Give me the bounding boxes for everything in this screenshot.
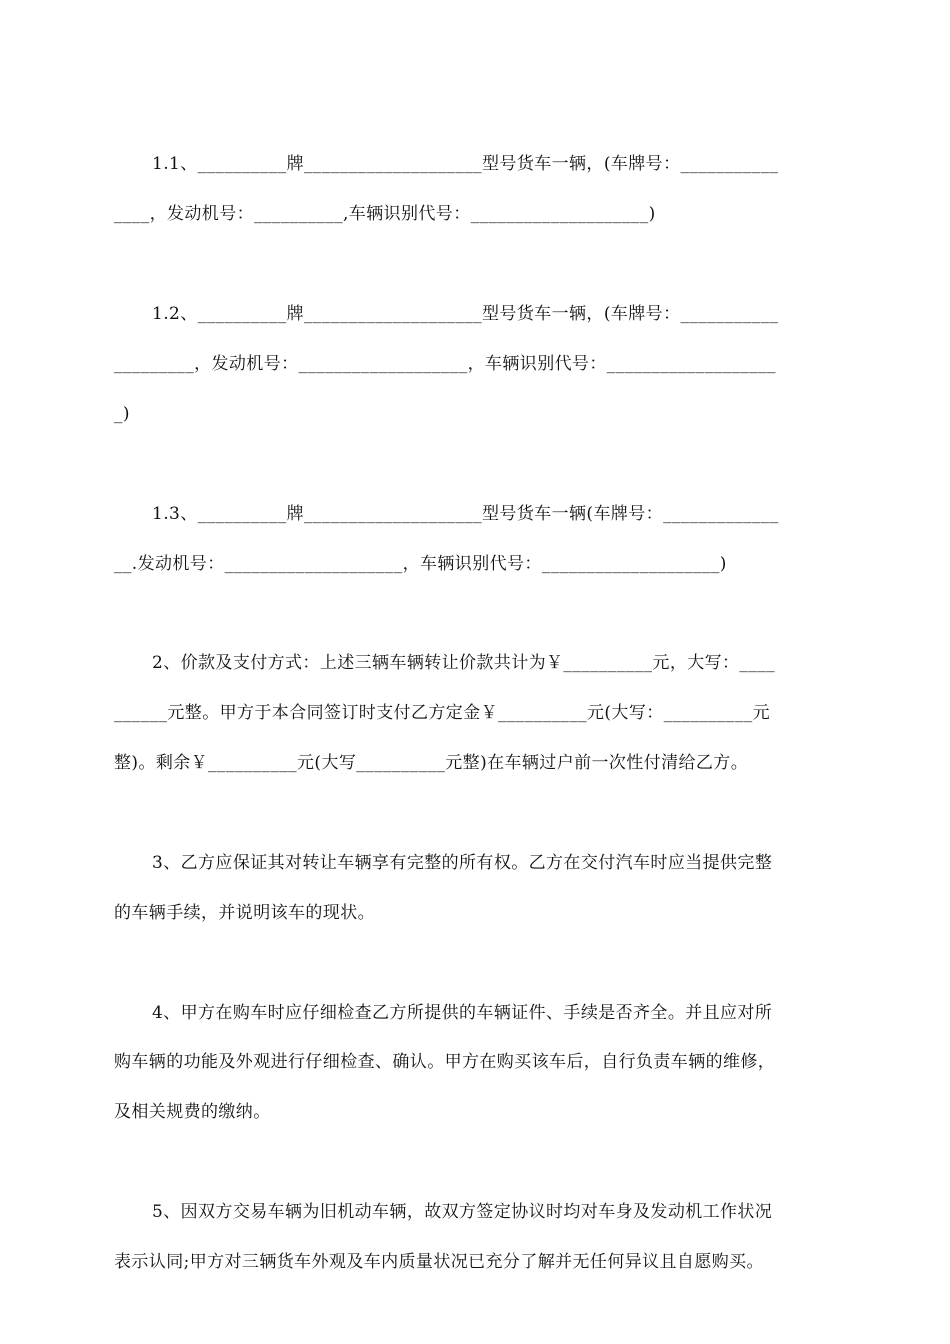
item-1-2-line-1: 1.2、__________牌____________________型号货车一辆，(车牌号：___________ xyxy=(152,304,779,324)
item-1-1-line-1: 1.1、__________牌____________________型号货车一辆，(车牌号：___________ xyxy=(152,154,779,174)
item-1-3-line-1: 1.3、__________牌____________________型号货车一辆(车牌号：_____________ xyxy=(152,504,779,524)
item-1-1-line-2: ____，发动机号：__________,车辆识别代号：____________________) xyxy=(114,204,656,224)
clause-4-line-1: 4、甲方在购车时应仔细检查乙方所提供的车辆证件、手续是否齐全。并且应对所 xyxy=(152,1003,773,1023)
item-1-2-line-3: _) xyxy=(114,404,130,424)
clause-4-line-2: 购车辆的功能及外观进行仔细检查、确认。甲方在购买该车后，自行负责车辆的维修， xyxy=(114,1052,776,1072)
clause-5-line-1: 5、因双方交易车辆为旧机动车辆，故双方签定协议时均对车身及发动机工作状况 xyxy=(152,1202,773,1222)
clause-2-line-2: ______元整。甲方于本合同签订时支付乙方定金￥__________元(大写：__________元 xyxy=(114,703,771,723)
item-1-3-line-2: __.发动机号：____________________，车辆识别代号：____________________) xyxy=(114,554,727,574)
clause-2-line-3: 整)。剩余￥__________元(大写__________元整)在车辆过户前一次性付清给乙方。 xyxy=(114,753,749,773)
item-1-2-line-2: _________，发动机号：___________________，车辆识别代号：___________________ xyxy=(114,354,776,374)
clause-3-line-1: 3、乙方应保证其对转让车辆享有完整的所有权。乙方在交付汽车时应当提供完整 xyxy=(152,853,773,873)
clause-3-line-2: 的车辆手续，并说明该车的现状。 xyxy=(114,903,375,923)
clause-4-line-3: 及相关规费的缴纳。 xyxy=(114,1102,271,1122)
clause-5-line-2: 表示认同;甲方对三辆货车外观及车内质量状况已充分了解并无任何异议且自愿购买。 xyxy=(114,1252,764,1272)
clause-2-line-1: 2、价款及支付方式：上述三辆车辆转让价款共计为￥__________元，大写：____ xyxy=(152,653,776,673)
